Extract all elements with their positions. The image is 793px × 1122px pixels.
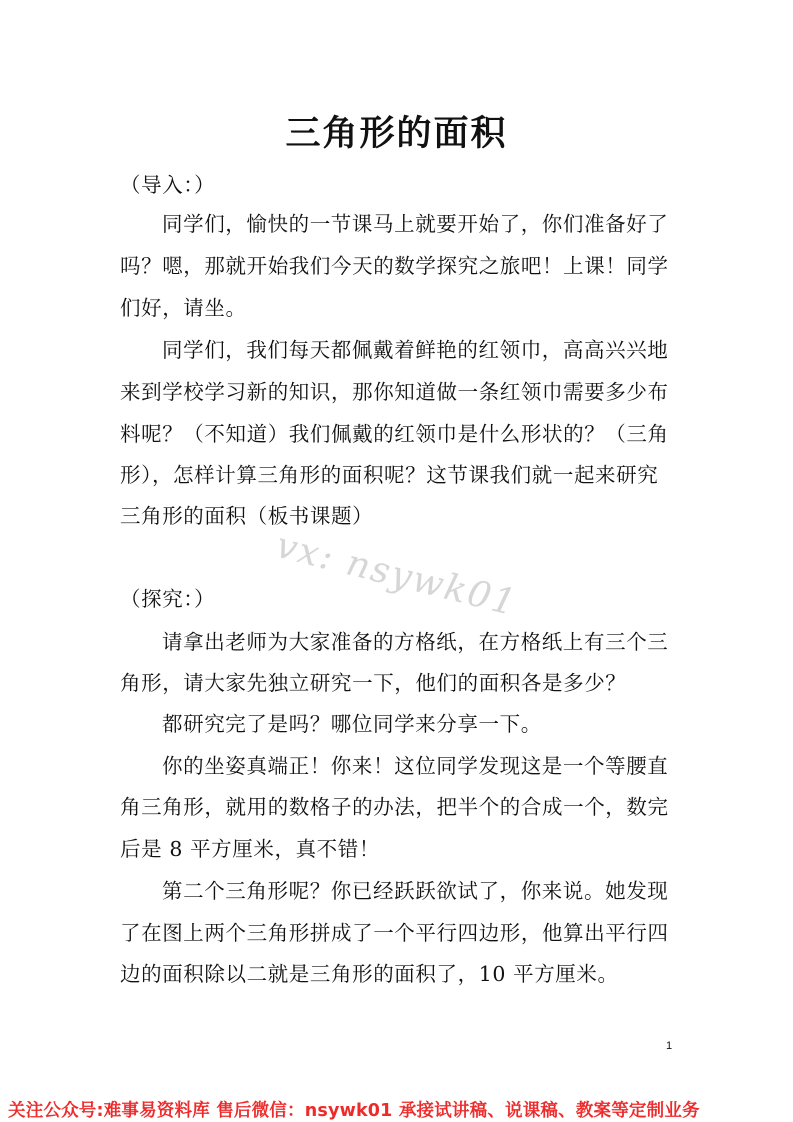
text-line: 料呢？（不知道）我们佩戴的红领巾是什么形状的？（三角 [120,422,669,446]
text-line: 同学们，愉快的一节课马上就要开始了，你们准备好了 [162,212,669,236]
text-line: 三角形的面积（板书课题） [120,504,374,528]
text-line: 吗？嗯，那就开始我们今天的数学探究之旅吧！上课！同学 [120,254,669,278]
text-line: 边的面积除以二就是三角形的面积了，10 平方厘米。 [120,962,619,986]
text-line: 了在图上两个三角形拼成了一个平行四边形，他算出平行四 [120,921,669,945]
text-line: 同学们，我们每天都佩戴着鲜艳的红领巾，高高兴兴地 [162,338,669,362]
section-heading: （探究：） [120,587,216,611]
text-line: 第二个三角形呢？你已经跃跃欲试了，你来说。她发现 [162,879,669,903]
page-number: 1 [666,1040,673,1052]
text-line: 来到学校学习新的知识，那你知道做一条红领巾需要多少布 [120,380,669,404]
document-title: 三角形的面积 [285,114,508,154]
text-line: 请拿出老师为大家准备的方格纸，在方格纸上有三个三 [162,630,669,654]
text-line: 们好，请坐。 [120,296,247,320]
text-line: 你的坐姿真端正！你来！这位同学发现这是一个等腰直 [162,754,669,778]
section-heading: （导入：） [120,173,216,197]
promo-banner: 关注公众号:难事易资料库 售后微信：nsywk01 承接试讲稿、说课稿、教案等定制业务 [8,1101,700,1121]
watermark: vx: nsywk01 [272,525,522,625]
text-line: 形），怎样计算三角形的面积呢？这节课我们就一起来研究 [120,463,659,487]
text-line: 后是 8 平方厘米，真不错！ [120,837,380,861]
text-line: 角形，请大家先独立研究一下，他们的面积各是多少？ [120,671,627,695]
text-line: 都研究完了是吗？哪位同学来分享一下。 [162,712,542,736]
text-line: 角三角形，就用的数格子的办法，把半个的合成一个，数完 [120,795,669,819]
